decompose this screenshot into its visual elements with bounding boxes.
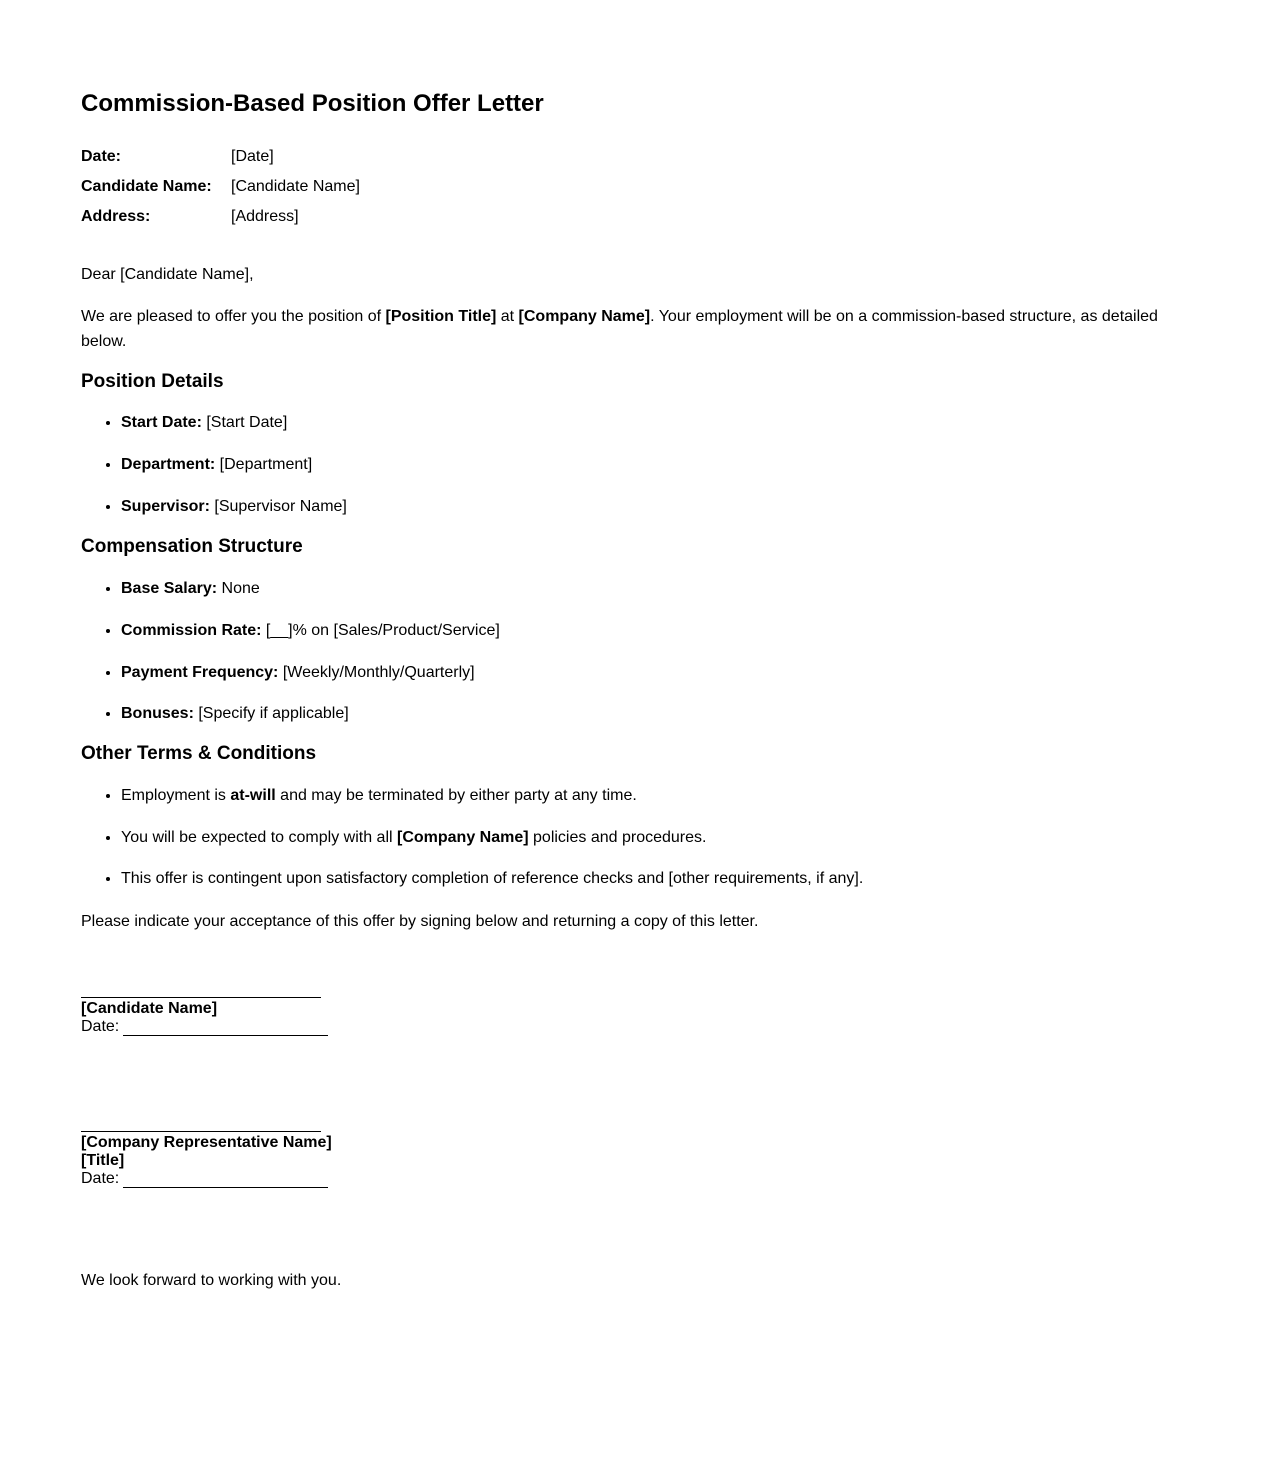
acceptance-paragraph: Please indicate your acceptance of this offer by signing below and returning a copy of this letter. xyxy=(81,913,759,930)
meta-label: Address: xyxy=(81,208,151,225)
signature-line[interactable] xyxy=(81,979,321,998)
document-title: Commission-Based Position Offer Letter xyxy=(81,90,544,117)
heading-position-details: Position Details xyxy=(81,371,224,392)
compensation-list xyxy=(81,580,500,747)
item-value: [__]% on [Sales/Product/Service] xyxy=(261,622,500,639)
closing-line: We look forward to working with you. xyxy=(81,1272,342,1289)
item-label: Supervisor: xyxy=(121,498,210,515)
item-value: [Weekly/Monthly/Quarterly] xyxy=(278,664,475,681)
list-item-base-salary xyxy=(121,580,500,622)
date-line[interactable] xyxy=(123,1173,328,1188)
heading-other-terms: Other Terms & Conditions xyxy=(81,743,317,764)
meta-value: [Candidate Name] xyxy=(231,178,360,195)
list-item-policies xyxy=(121,829,863,870)
list-item-at-will xyxy=(121,787,863,829)
item-text: You will be expected to comply with all xyxy=(121,829,397,846)
item-label: Start Date: xyxy=(121,414,202,431)
candidate-name-placeholder: [Candidate Name] xyxy=(81,1000,218,1017)
company-representative-name-placeholder: [Company Representative Name] xyxy=(81,1134,332,1151)
position-title-placeholder: [Position Title] xyxy=(385,308,497,325)
item-value: [Specify if applicable] xyxy=(193,705,349,722)
other-terms-list xyxy=(81,787,863,912)
candidate-date-row xyxy=(81,1018,328,1036)
meta-value: [Date] xyxy=(231,148,274,165)
intro-text: We are pleased to offer you the position of xyxy=(81,308,386,325)
item-value: [Supervisor Name] xyxy=(209,498,347,515)
intro-paragraph xyxy=(81,304,1176,354)
item-label: Payment Frequency: xyxy=(121,664,279,681)
intro-text: . Your employment will be on a commission-based structure, as detailed below. xyxy=(81,308,1158,350)
item-text: This offer is contingent upon satisfactory completion of reference checks and [other requirements, if any]. xyxy=(121,870,864,887)
list-item-bonuses xyxy=(121,705,500,747)
meta-row-address xyxy=(81,202,360,232)
item-label: Bonuses: xyxy=(121,705,194,722)
item-text: and may be terminated by either party at any time. xyxy=(275,787,637,804)
item-text: Employment is xyxy=(121,787,231,804)
company-date-row xyxy=(81,1170,332,1188)
list-item-payment-frequency xyxy=(121,664,500,705)
item-label: Department: xyxy=(121,456,216,473)
list-item-contingent xyxy=(121,870,863,912)
item-label: Commission Rate: xyxy=(121,622,262,639)
heading-compensation-structure: Compensation Structure xyxy=(81,536,303,557)
date-line[interactable] xyxy=(123,1021,328,1036)
salutation: Dear [Candidate Name], xyxy=(81,266,254,283)
meta-row-date xyxy=(81,142,360,172)
company-name-placeholder: [Company Name] xyxy=(518,308,651,325)
item-value: None xyxy=(217,580,260,597)
intro-text: at xyxy=(496,308,519,325)
item-text: policies and procedures. xyxy=(528,829,707,846)
meta-value: [Address] xyxy=(231,208,299,225)
date-label: Date: xyxy=(81,1018,120,1035)
list-item-start-date xyxy=(121,414,347,456)
list-item-commission-rate xyxy=(121,622,500,664)
item-value: [Department] xyxy=(215,456,313,473)
meta-row-candidate-name xyxy=(81,172,360,202)
date-label: Date: xyxy=(81,1170,120,1187)
candidate-signature-block xyxy=(81,979,328,1036)
item-value: [Start Date] xyxy=(201,414,288,431)
item-label: Base Salary: xyxy=(121,580,218,597)
header-info-table xyxy=(81,142,360,232)
list-item-supervisor xyxy=(121,498,347,540)
signature-line[interactable] xyxy=(81,1113,321,1132)
item-bold: at-will xyxy=(230,787,276,804)
list-item-department xyxy=(121,456,347,498)
meta-label: Date: xyxy=(81,148,122,165)
company-signature-block xyxy=(81,1113,332,1188)
meta-label: Candidate Name: xyxy=(81,178,212,195)
title-placeholder: [Title] xyxy=(81,1152,125,1169)
item-bold: [Company Name] xyxy=(397,829,529,846)
position-details-list xyxy=(81,414,347,540)
